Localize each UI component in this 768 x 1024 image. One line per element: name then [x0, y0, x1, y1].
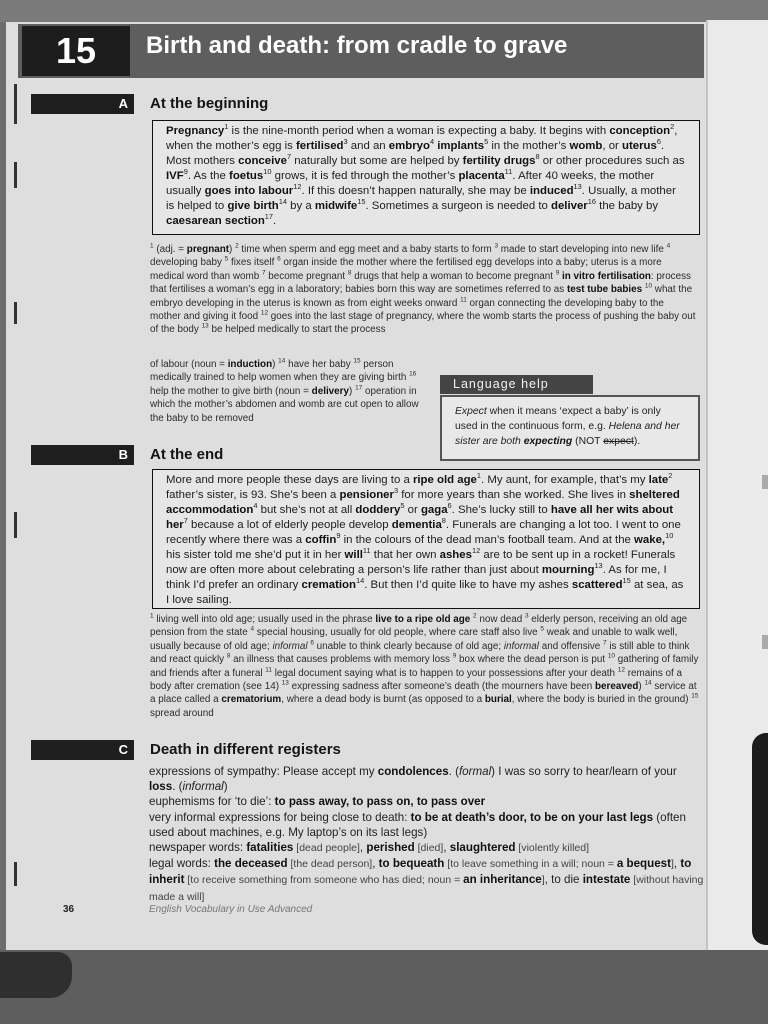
- superscript-number: 4: [253, 501, 258, 511]
- key-term: scattered: [571, 579, 623, 591]
- text-run: grows, it is fed through the mother’s: [271, 170, 459, 182]
- key-term: to bequeath: [378, 857, 445, 871]
- text-run: made to start developing into new life: [498, 244, 667, 255]
- text-run: ]: [670, 858, 674, 871]
- key-term: deliver: [551, 200, 588, 212]
- text-run: remains of a body after cremation (see 14): [150, 667, 683, 693]
- superscript-number: 2: [668, 471, 673, 481]
- text-run: that her own: [370, 549, 440, 561]
- superscript-number: 2: [473, 612, 477, 620]
- text-run: box where the dead person is put: [456, 654, 608, 666]
- superscript-number: 2: [670, 122, 675, 132]
- superscript-number: 9: [183, 167, 188, 177]
- footnotes-a-continued: [150, 358, 422, 425]
- key-term: intestate: [582, 873, 631, 887]
- superscript-number: 9: [555, 269, 560, 277]
- superscript-number: 1: [476, 471, 482, 481]
- text-run: help the mother to give birth (noun =: [150, 385, 312, 397]
- superscript-number: 16: [587, 197, 596, 207]
- text-run: euphemisms for ‘to die’:: [149, 795, 275, 809]
- scanner-thumb-shadow: [0, 952, 72, 998]
- text-run: ) I was so sorry to hear/learn of your: [491, 765, 677, 778]
- spine-shadow: [14, 84, 17, 124]
- text-run: ): [229, 244, 236, 255]
- superscript-number: 10: [263, 167, 272, 177]
- spine-shadow: [14, 162, 17, 188]
- text-run: . As for me, I think I’d prefer an ordinary: [166, 564, 667, 591]
- key-term: conception: [609, 125, 671, 137]
- key-term: test tube babies: [566, 284, 643, 296]
- superscript-number: 12: [293, 182, 302, 192]
- superscript-number: 14: [644, 679, 652, 687]
- key-term: placenta: [458, 170, 505, 182]
- superscript-number: 9: [336, 531, 341, 541]
- text-run: father’s sister, is 93. She’s been a: [166, 489, 340, 501]
- section-title-c: Death in different registers: [150, 741, 341, 758]
- footnotes-a: [150, 243, 696, 337]
- key-term: ripe old age: [412, 474, 477, 486]
- text-run: expressing sadness after someone’s death (the mourners have been: [288, 681, 596, 693]
- superscript-number: 17: [264, 212, 274, 222]
- text-run: in the colours of the dead man’s football team. And at the: [340, 534, 635, 546]
- key-term: to inherit: [149, 857, 692, 887]
- key-term: loss: [149, 780, 173, 794]
- superscript-number: 6: [277, 256, 281, 264]
- superscript-number: 3: [524, 612, 529, 620]
- key-term: delivery: [311, 385, 350, 397]
- superscript-number: 10: [644, 282, 653, 290]
- superscript-number: 6: [310, 639, 314, 647]
- text-run: organ connecting the developing baby to the mother and giving it food: [150, 297, 664, 323]
- text-run: , where a dead body is burnt (as opposed to a: [281, 694, 485, 706]
- text-run: [dead people]: [293, 842, 360, 855]
- text-run: . (: [172, 780, 183, 794]
- key-term: womb: [569, 140, 603, 152]
- text-run: [the dead person]: [287, 858, 373, 871]
- text-run: [to receive something from someone who has died; noun =: [184, 874, 464, 887]
- lh-word: Expect: [455, 406, 487, 417]
- superscript-number: 13: [201, 323, 209, 331]
- page-number: 36: [63, 904, 75, 915]
- text-run: ): [223, 780, 228, 794]
- text-run: ): [272, 359, 279, 370]
- book-title: English Vocabulary in Use Advanced: [149, 904, 313, 915]
- key-term: implants: [437, 140, 485, 152]
- key-term: gaga: [420, 504, 448, 516]
- key-term: IVF: [166, 170, 184, 182]
- superscript-number: 7: [286, 152, 292, 162]
- text-run: service at a place called a: [150, 681, 697, 706]
- key-term: slaughtered: [449, 841, 516, 855]
- text-run: informal: [503, 640, 539, 652]
- text-run: gathering of family and friends after a funeral: [150, 654, 699, 679]
- text-run: because a lot of elderly people develop: [187, 519, 392, 531]
- footnotes-b: [150, 613, 700, 720]
- section-c-line: [149, 840, 705, 856]
- key-term: midwife: [314, 200, 358, 212]
- text-run: . She’s lucky still to: [451, 504, 551, 516]
- text-run: ,: [443, 841, 450, 855]
- text-run: . Funerals are changing a lot too. I went to one recently where there was a: [166, 519, 681, 546]
- superscript-number: 15: [691, 693, 699, 701]
- superscript-number: 11: [362, 546, 371, 556]
- superscript-number: 3: [343, 137, 348, 147]
- superscript-number: 8: [347, 269, 352, 277]
- text-run: his sister told me she’d put it in her: [166, 549, 345, 561]
- text-run: [without having made a will]: [149, 874, 704, 903]
- key-term: embryo: [388, 140, 430, 152]
- key-term: doddery: [355, 504, 401, 516]
- lh-struck-word: expect: [603, 436, 634, 447]
- superscript-number: 4: [666, 242, 671, 250]
- text-box-b: [152, 469, 700, 609]
- text-run: is the nine-month period when a woman is expecting a baby. It begins with: [228, 125, 610, 137]
- text-run: at sea, as I love sailing.: [166, 579, 684, 606]
- text-run: . Sometimes a surgeon is needed to: [365, 200, 551, 212]
- superscript-number: 5: [400, 501, 405, 511]
- text-run: , when the mother’s egg is: [166, 125, 678, 152]
- superscript-number: 13: [573, 182, 582, 192]
- superscript-number: 7: [603, 639, 607, 647]
- text-run: legal document saying what is to happen to your possessions after your death: [271, 667, 618, 679]
- text-run: what the embryo developing in the uterus is known as from eight weeks onward: [150, 284, 693, 309]
- key-term: ashes: [439, 549, 472, 561]
- text-run: developing baby: [150, 257, 225, 269]
- text-run: ): [638, 681, 645, 693]
- text-run: and an: [347, 140, 389, 152]
- text-run: .: [273, 215, 277, 227]
- text-run: (adj. =: [153, 244, 187, 255]
- superscript-number: 15: [622, 576, 631, 586]
- text-run: [to leave something in a will; noun =: [444, 858, 617, 871]
- superscript-number: 5: [224, 256, 229, 264]
- superscript-number: 7: [183, 516, 188, 526]
- key-term: condolences: [377, 765, 449, 778]
- superscript-number: 3: [393, 486, 399, 496]
- text-run: newspaper words:: [149, 841, 247, 855]
- text-run: , where the body is buried in the ground): [511, 694, 692, 706]
- superscript-number: 14: [278, 357, 286, 365]
- section-c-line: [149, 764, 705, 794]
- text-run: ,: [359, 841, 367, 855]
- key-term: in vitro fertilisation: [562, 270, 651, 282]
- scan-background-bottom: [0, 950, 768, 1024]
- text-run: fixes itself: [228, 257, 278, 269]
- key-term: a bequest: [616, 857, 671, 871]
- superscript-number: 10: [607, 652, 615, 660]
- book-page: [6, 22, 706, 950]
- facing-page-mark: [762, 475, 768, 489]
- key-term: uterus: [622, 140, 657, 152]
- text-run: or: [404, 504, 421, 516]
- key-term: Pregnancy: [166, 125, 225, 137]
- key-term: pensioner: [339, 489, 394, 501]
- unit-header: [18, 24, 704, 78]
- text-run: by a: [286, 200, 315, 212]
- text-run: . But then I’d quite like to have my ashes: [364, 579, 572, 591]
- section-tab-c: C: [31, 740, 134, 760]
- key-term: late: [648, 474, 669, 486]
- text-run: in the mother’s: [488, 140, 570, 152]
- text-run: . Most mothers: [166, 140, 665, 167]
- lh-text: (NOT: [572, 436, 604, 447]
- superscript-number: 5: [540, 626, 544, 634]
- text-run: . Usually, a mother is helped to: [166, 185, 676, 212]
- text-run: is still able to think and react quickly: [150, 640, 690, 666]
- text-run: ): [349, 385, 356, 397]
- key-term: to pass away, to pass on, to pass over: [274, 795, 486, 809]
- key-term: bereaved: [595, 681, 639, 693]
- superscript-number: 12: [617, 666, 625, 674]
- superscript-number: 11: [460, 296, 467, 304]
- section-title-b: At the end: [150, 446, 224, 463]
- key-term: give birth: [227, 200, 279, 212]
- section-c-line: [149, 794, 705, 809]
- superscript-number: 1: [150, 612, 154, 620]
- text-run: unable to think clearly because of old age;: [313, 640, 504, 652]
- text-run: very informal expressions for being close to death:: [149, 810, 411, 824]
- text-run: be helped medically to start the process: [208, 324, 386, 336]
- key-term: foetus: [229, 170, 264, 182]
- superscript-number: 12: [471, 546, 481, 556]
- text-run: informal: [182, 780, 224, 794]
- text-run: time when sperm and egg meet and a baby starts to form: [238, 244, 495, 255]
- text-run: of labour (noun =: [150, 359, 228, 370]
- text-run: . My aunt, for example, that’s my: [481, 474, 649, 486]
- text-run: [died]: [414, 842, 444, 855]
- text-run: , or: [602, 140, 623, 152]
- section-title-a: At the beginning: [150, 95, 269, 112]
- superscript-number: 10: [665, 531, 674, 541]
- lh-text: when it means ‘expect a baby’ is only used in the continuous form, e.g.: [455, 406, 661, 432]
- text-run: weak and unable to walk well, usually because of old age;: [150, 627, 678, 652]
- superscript-number: 13: [594, 561, 603, 571]
- superscript-number: 11: [265, 666, 272, 674]
- text-run: : process that fertilises a woman’s egg in a laboratory; babies born this way are sometimes referred to as: [150, 270, 691, 296]
- key-term: live to a ripe old age: [375, 614, 471, 625]
- section-c-line: [149, 810, 705, 840]
- key-term: sheltered accommodation: [166, 489, 680, 516]
- key-term: fatalities: [246, 841, 294, 855]
- text-run: ,: [673, 857, 681, 871]
- text-run: expressions of sympathy: Please accept my: [149, 765, 378, 778]
- superscript-number: 12: [260, 309, 269, 317]
- superscript-number: 7: [261, 269, 266, 277]
- text-run: (often used about machines, e.g. My laptop’s on its last legs): [149, 810, 686, 839]
- key-term: an inheritance: [463, 873, 542, 887]
- key-term: will: [344, 549, 363, 561]
- key-term: fertilised: [296, 140, 344, 152]
- superscript-number: 1: [150, 242, 154, 250]
- key-term: the deceased: [214, 857, 288, 871]
- text-run: an illness that causes problems with memory loss: [230, 654, 453, 666]
- text-run: living well into old age; usually used in the phrase: [153, 614, 376, 625]
- scan-background-top: [0, 0, 768, 22]
- superscript-number: 1: [224, 122, 229, 132]
- key-term: dementia: [391, 519, 442, 531]
- text-run: . As the: [187, 170, 230, 182]
- text-run: and offensive: [538, 640, 604, 652]
- text-box-a: [152, 120, 700, 235]
- superscript-number: 15: [353, 357, 361, 365]
- text-run: for more years than she worked. She lives in: [398, 489, 630, 501]
- text-run: legal words:: [149, 857, 215, 871]
- superscript-number: 8: [226, 652, 231, 660]
- unit-title: Birth and death: from cradle to grave: [146, 32, 568, 59]
- text-run: ]: [541, 874, 545, 887]
- section-tab-b: B: [31, 445, 134, 465]
- key-term: caesarean section: [166, 215, 265, 227]
- text-run: spread around: [150, 707, 214, 719]
- superscript-number: 9: [452, 652, 457, 660]
- superscript-number: 16: [409, 371, 417, 379]
- key-term: burial: [484, 694, 512, 706]
- text-run: naturally but some are helped by: [291, 155, 463, 167]
- key-term: mourning: [541, 564, 595, 576]
- section-c-line: [149, 856, 705, 905]
- text-run: More and more people these days are living to a: [166, 474, 413, 486]
- superscript-number: 14: [278, 197, 287, 207]
- key-term: have all her wits about her: [166, 504, 674, 531]
- superscript-number: 3: [494, 242, 499, 250]
- spine-shadow: [14, 862, 17, 886]
- superscript-number: 13: [281, 679, 289, 687]
- text-run: person medically trained to help women when they are giving birth: [150, 359, 410, 384]
- text-run: drugs that help a woman to become pregnant: [351, 270, 556, 282]
- superscript-number: 4: [429, 137, 435, 147]
- section-c-content: [149, 764, 705, 905]
- key-term: wake: [634, 534, 662, 546]
- superscript-number: 6: [656, 137, 661, 147]
- key-term: induction: [227, 359, 273, 370]
- text-run: operation in which the mother’s abdomen and womb are cut open to allow the baby to be removed: [150, 385, 419, 424]
- lh-text: ).: [633, 436, 641, 447]
- superscript-number: 8: [441, 516, 446, 526]
- text-run: have her baby: [285, 359, 354, 370]
- lh-example-bold: expecting: [523, 436, 573, 447]
- device-edge: [752, 733, 768, 945]
- superscript-number: 15: [357, 197, 366, 207]
- key-term: perished: [366, 841, 415, 855]
- superscript-number: 14: [355, 576, 365, 586]
- spine-shadow: [14, 302, 17, 324]
- key-term: crematorium: [221, 694, 282, 706]
- key-term: pregnant: [186, 244, 230, 255]
- text-run: or other procedures such as: [539, 155, 685, 167]
- key-term: ,: [661, 534, 666, 546]
- text-run: special housing, usually for old people, where care staff also live: [254, 627, 541, 639]
- spine-shadow: [14, 512, 17, 538]
- key-term: goes into labour: [204, 185, 294, 197]
- lh-example: Helena and her sister are both: [455, 421, 680, 447]
- superscript-number: 6: [447, 501, 452, 511]
- superscript-number: 17: [355, 384, 363, 392]
- text-run: informal: [272, 640, 308, 652]
- text-run: goes into the last stage of pregnancy, where the womb starts the process of pushing the baby out of the body: [150, 311, 696, 336]
- key-term: to be at death’s door, to be on your last legs: [410, 810, 654, 824]
- superscript-number: 4: [250, 626, 255, 634]
- text-run: become pregnant: [265, 270, 348, 282]
- facing-page-mark: [762, 635, 768, 649]
- key-term: fertility drugs: [462, 155, 536, 167]
- text-run: the baby by: [595, 200, 659, 212]
- key-term: conceive: [238, 155, 287, 167]
- superscript-number: 11: [504, 167, 513, 177]
- text-run: . After 40 weeks, the mother usually: [166, 170, 655, 197]
- unit-number: 15: [22, 26, 130, 76]
- text-run: [violently killed]: [515, 842, 590, 855]
- text-run: are to be sent up in a rocket! Funerals now are often more about celebrating a person’s life rather than just about: [166, 549, 676, 576]
- language-help-heading: Language help: [440, 375, 593, 394]
- superscript-number: 2: [235, 242, 239, 250]
- superscript-number: 5: [484, 137, 489, 147]
- text-run: formal: [458, 765, 492, 778]
- text-run: now dead: [476, 614, 525, 625]
- text-run: , to die: [544, 873, 583, 887]
- language-help-box: [440, 395, 700, 461]
- key-term: coffin: [305, 534, 337, 546]
- text-run: . If this doesn’t happen naturally, she may be: [301, 185, 530, 197]
- text-run: . (: [448, 765, 459, 778]
- section-tab-a: A: [31, 94, 134, 114]
- text-run: ,: [372, 857, 379, 871]
- text-run: but she’s not at all: [257, 504, 356, 516]
- text-run: elderly person, receiving an old age pension from the state: [150, 614, 688, 639]
- superscript-number: 8: [535, 152, 540, 162]
- text-run: organ inside the mother where the fertilised egg develops into a baby; uterus is a more medical word than womb: [150, 257, 662, 282]
- key-term: induced: [529, 185, 574, 197]
- key-term: cremation: [301, 579, 356, 591]
